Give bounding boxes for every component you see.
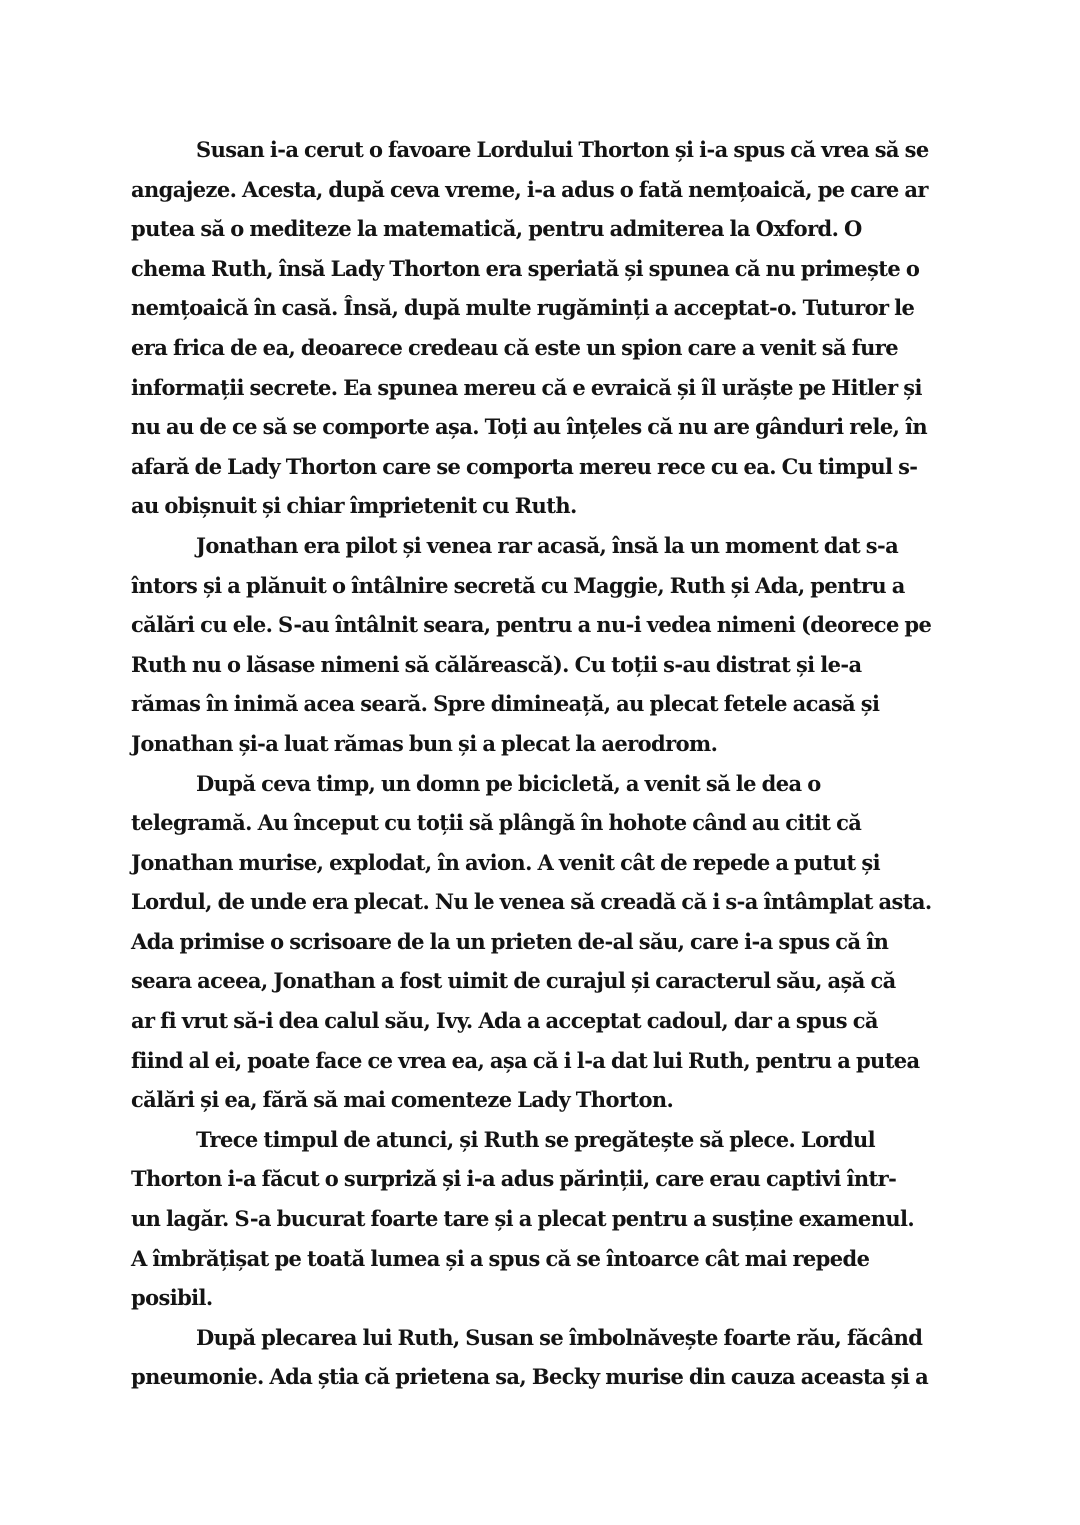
document-page [131,130,951,1397]
text-line: Lordul, de unde era plecat. Nu le venea să creadă că i s-a întâmplat asta. [131,889,932,915]
text-line: posibil. [131,1285,213,1311]
text-line: chema Ruth, însă Lady Thorton era speriată și spunea că nu primește o [131,255,920,281]
text-line: Jonathan era pilot și venea rar acasă, însă la un moment dat s-a [196,532,899,558]
text-line: nemțoaică în casă. Însă, după multe rugăminți a acceptat-o. Tuturor le [131,295,915,321]
text-line: angajeze. Acesta, după ceva vreme, i-a adus o fată nemțoaică, pe care ar [131,176,928,202]
text-line: călări cu ele. S-au întâlnit seara, pentru a nu-i vedea nimeni (deorece pe [131,612,932,638]
text-line: Ruth nu o lăsase nimeni să călărească). Cu toții s-au distrat și le-a [131,651,862,677]
text-line: întors și a plănuit o întâlnire secretă cu Maggie, Ruth și Ada, pentru a [131,572,905,598]
text-line: era frica de ea, deoarece credeau că este un spion care a venit să fure [131,334,898,360]
text-line: După plecarea lui Ruth, Susan se îmbolnăvește foarte rău, făcând [196,1324,923,1350]
text-line: afară de Lady Thorton care se comporta mereu rece cu ea. Cu timpul s- [131,453,918,479]
text-line: informații secrete. Ea spunea mereu că e evraică și îl urăște pe Hitler și [131,374,922,400]
text-line: un lagăr. S-a bucurat foarte tare și a plecat pentru a susține examenul. [131,1206,915,1232]
text-line: A îmbrățișat pe toată lumea și a spus că se întoarce cât mai repede [131,1245,870,1271]
text-line: Ada primise o scrisoare de la un prieten de-al său, care i-a spus că în [131,928,889,954]
text-line: seara aceea, Jonathan a fost uimit de curajul și caracterul său, așă că [131,968,896,994]
text-line: călări și ea, fără să mai comenteze Lady Thorton. [131,1087,674,1113]
text-line: Jonathan murise, explodat, în avion. A venit cât de repede a putut și [131,849,880,875]
text-line: rămas în inimă acea seară. Spre dimineață, au plecat fetele acasă și [131,691,880,717]
text-line: nu au de ce să se comporte așa. Toți au înțeles că nu are gânduri rele, în [131,414,928,440]
paragraph-1 [131,130,951,526]
text-line: putea să o mediteze la matematică, pentru admiterea la Oxford. O [131,216,862,242]
text-line: Trece timpul de atunci, și Ruth se pregătește să plece. Lordul [196,1126,876,1152]
text-line: au obișnuit și chiar împrietenit cu Ruth. [131,493,577,519]
text-line: telegramă. Au început cu toții să plângă în hohote când au citit că [131,810,862,836]
text-line: ar fi vrut să-i dea calul său, Ivy. Ada a acceptat cadoul, dar a spus că [131,1008,878,1034]
paragraph-4 [131,1120,951,1318]
text-line: Susan i-a cerut o favoare Lordului Thorton și i-a spus că vrea să se [196,137,929,162]
paragraph-3 [131,764,951,1120]
text-line: fiind al ei, poate face ce vrea ea, așa că i l-a dat lui Ruth, pentru a putea [131,1047,920,1073]
paragraph-5 [131,1318,951,1397]
paragraph-2 [131,526,951,764]
text-line: După ceva timp, un domn pe bicicletă, a venit să le dea o [196,770,821,796]
text-line: pneumonie. Ada știa că prietena sa, Becky murise din cauza aceasta și a [131,1364,929,1390]
text-line: Thorton i-a făcut o surpriză și i-a adus părinții, care erau captivi într- [131,1166,897,1192]
text-line: Jonathan și-a luat rămas bun și a plecat la aerodrom. [131,730,718,756]
